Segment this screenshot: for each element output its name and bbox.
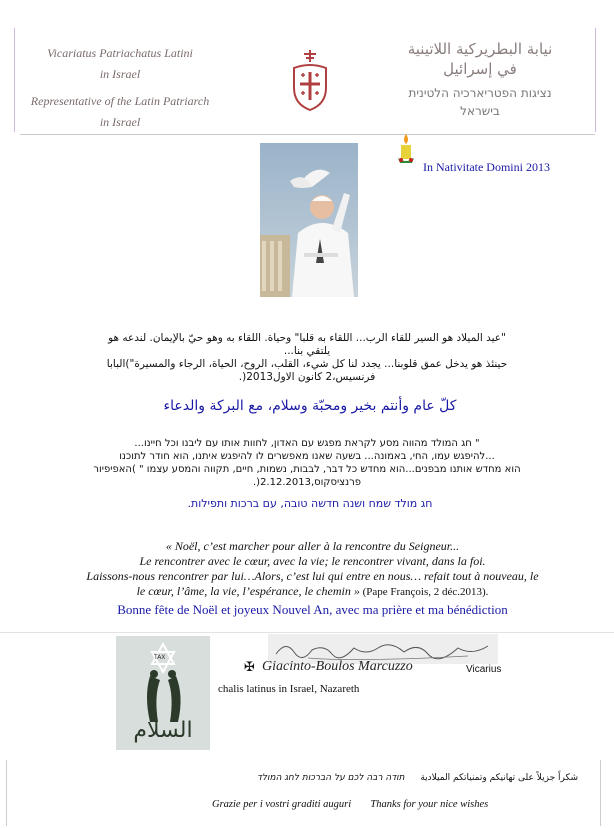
arabic-message [22,332,592,384]
header-hebrew-line2: בישראל [460,104,500,118]
french-line1: « Noël, c’est marcher pour aller à la rencontre du Seigneur... [165,539,460,553]
greeting-tag: In Nativitate Domini 2013 [423,160,550,174]
french-blessing: Bonne fête de Noël et joyeux Nouvel An, avec ma prière et ma bénédiction [117,602,508,617]
thanks-italian: Grazie per i vostri graditi auguri [212,799,352,810]
header-latin-block [20,46,220,130]
header-english-line1: Representative of the Latin Patriarch [30,94,210,108]
patriarchate-crest [288,48,332,114]
arabic-line2: يلتقي بنا... [283,345,331,357]
french-message [20,539,605,600]
arabic-blessing: كلّ عام وأنتم بخير ومحبّة وسلام، مع البركة والدعاء [163,398,457,414]
thanks-arabic: شكراً جزيلاً على تهانيكم وتمنياتكم الميلادية [420,773,578,783]
thanks-latin-line [212,799,488,810]
hebrew-line2: ...להיפגש עמו, החי, באמונה... בשעה שאנו מאפשרים לו להיפגש איתנו, הוא חודר לתוכנו [119,451,495,462]
peace-logo-badge: TAX [154,654,166,661]
header-hebrew-line1: נציגות הפטריארכיה הלטינית [408,86,552,100]
right-border-line [595,28,596,132]
header-divider [20,134,595,135]
thanks-hebrew: תודה רבה לכם על הברכות לחג המולד [257,773,405,783]
hebrew-line3: הוא מחדש אותנו מבפנים...הוא מחדש כל דבר, לבבות, נשמות, חיים, תקווה והמסע עצמו " )האפיפיור [93,464,521,475]
arabic-line1: "عيد الميلاد هو السير للقاء الرب... اللقاء به قلبا" وحياة. اللقاء به وهو حيّ بالإيمان. لندعه هو [108,332,506,344]
header-english-line2: in Israel [99,115,141,129]
lower-left-border-line [6,760,7,826]
arabic-line4: فرنسيس،2 كانون الاول2013(. [238,371,376,383]
peace-logo [116,636,210,750]
header-latin-line1: Vicariatus Patriachatus Latini [47,46,193,60]
peace-logo-text: السلام [133,718,193,743]
signatory-title: Vicarius [466,664,502,675]
header-arabic-line2: في إسرائيل [443,60,517,78]
french-line2: Le rencontrer avec le cœur, avec la vie; le rencontrer vivant, dans la foi. [139,554,486,568]
thanks-rtl-line [228,773,578,783]
signature-divider [0,632,614,633]
header-latin-line2: in Israel [99,67,141,81]
left-border-line [14,28,15,132]
candle-icon [396,132,416,166]
signatory-office: chalis latinus in Israel, Nazareth [218,683,360,695]
hebrew-blessing: חג מולד שמח ושנה חדשה טובה, עם ברכות ותפילות. [187,497,433,510]
french-citation: (Pape François, 2 déc.2013). [359,586,489,598]
hebrew-line4: פרנציסקוס,2.12.2013(. [252,477,362,488]
arabic-line3: حينئذ هو يدخل عمق قلوبنا... يجدد لنا كل شيء، القلب، الروح، الحياة، الرجاء والمسيرة")البابا [106,358,508,370]
maltese-cross-icon: ✠ [244,660,255,675]
pope-dove-photo [260,143,358,297]
french-line4: le cœur, l’âme, la vie, l’espérance, le chemin » [136,584,360,598]
signatory-name: Giacinto-Boulos Marcuzzo [262,659,413,674]
thanks-english: Thanks for your nice wishes [370,799,489,810]
crest-icon [288,48,332,114]
lower-right-border-line [600,760,601,826]
hebrew-line1: " חג המולד מהווה מסע לקראת מפגש עם האדון, לחוות אותו עם ליבנו וכל חיינו... [134,438,480,449]
french-line3: Laissons-nous rencontrer par lui…Alors, c’est lui qui entre en nous… refait tout à nouveau, le [86,569,539,583]
pope-photo [260,143,358,297]
header-arabic-line1: نيابة البطريركية اللاتينية [407,40,553,58]
hebrew-message [22,437,592,489]
header-rtl-block [370,40,590,118]
